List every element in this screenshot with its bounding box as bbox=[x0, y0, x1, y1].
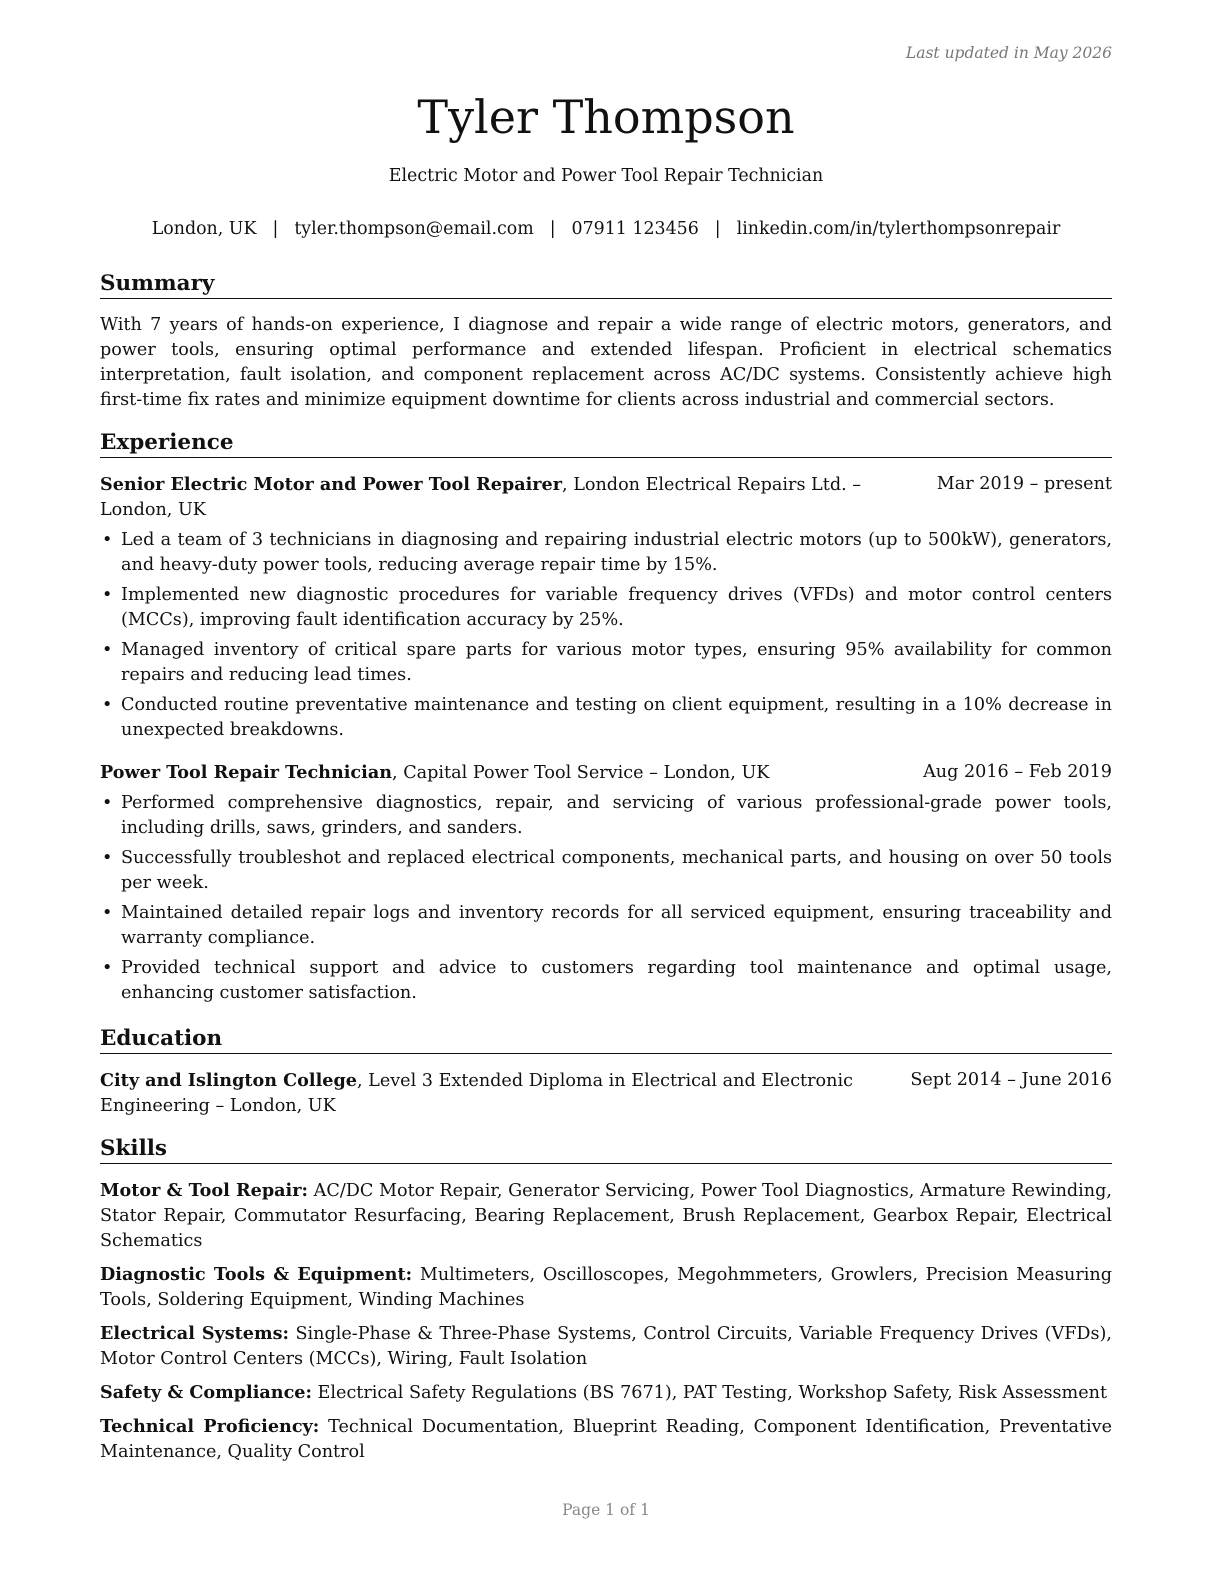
school-detail: , Level 3 Extended Diploma in Electrical and Electronic Engineering – London, UK bbox=[100, 1071, 853, 1116]
contact-email[interactable]: tyler.thompson@email.com bbox=[294, 219, 534, 239]
skill-group bbox=[100, 1178, 1112, 1254]
contact-separator: | bbox=[272, 219, 279, 239]
job-org: , Capital Power Tool Service – London, UK bbox=[392, 763, 770, 783]
skill-label: Diagnostic Tools & Equipment: bbox=[100, 1264, 413, 1285]
job-bullet: • Provided technical support and advice to customers regarding tool maintenance and optimal usage, enhancing customer satisfaction. bbox=[100, 956, 1112, 1006]
job-dates: Aug 2016 – Feb 2019 bbox=[923, 762, 1112, 782]
summary-text: With 7 years of hands-on experience, I diagnose and repair a wide range of electric motors, generators, and power tools, ensuring optimal performance and extended lifespan. Proficient in electrical schematics interpretation, fault isolation, and component replacement across AC/DC systems. Consistently achieve high first-time fix rates and minimize equipment downtime for clients across industrial and commercial sectors. bbox=[100, 315, 1112, 410]
job-bullet: • Maintained detailed repair logs and inventory records for all serviced equipment, ensuring traceability and warranty compliance. bbox=[100, 901, 1112, 951]
person-name: Tyler Thompson bbox=[417, 90, 795, 144]
skills-section bbox=[100, 1135, 1112, 1465]
job-bullet: • Implemented new diagnostic procedures for variable frequency drives (VFDs) and motor control centers (MCCs), improving fault identification accuracy by 25%. bbox=[100, 583, 1112, 633]
job-bullet: • Conducted routine preventative maintenance and testing on client equipment, resulting in a 10% decrease in unexpected breakdowns. bbox=[100, 693, 1112, 743]
education-entry bbox=[100, 1068, 1112, 1119]
contact-separator: | bbox=[549, 219, 556, 239]
job-entry bbox=[100, 760, 1112, 1006]
skill-text: Technical Documentation, Blueprint Reading, Component Identification, Preventative Maintenance, Quality Control bbox=[100, 1417, 1112, 1462]
skill-text: AC/DC Motor Repair, Generator Servicing, Power Tool Diagnostics, Armature Rewinding, Stator Repair, Commutator Resurfacing, Bearing Replacement, Brush Replacement, Gearbox Repair, Electrical Schematics bbox=[100, 1181, 1112, 1251]
skill-group bbox=[100, 1380, 1112, 1406]
job-role: Power Tool Repair Technician bbox=[100, 762, 393, 783]
skill-label: Technical Proficiency: bbox=[100, 1416, 320, 1437]
last-updated: Last updated in May 2026 bbox=[905, 44, 1112, 62]
job-bullet: • Led a team of 3 technicians in diagnosing and repairing industrial electric motors (up to 500kW), generators, and heavy-duty power tools, reducing average repair time by 15%. bbox=[100, 528, 1112, 578]
section-title-experience: Experience bbox=[100, 429, 1112, 458]
page-number: Page 1 of 1 bbox=[562, 1501, 650, 1519]
education-dates: Sept 2014 – June 2016 bbox=[910, 1070, 1112, 1090]
education-section bbox=[100, 1025, 1112, 1119]
skill-label: Safety & Compliance: bbox=[100, 1382, 312, 1403]
job-bullet: • Successfully troubleshot and replaced electrical components, mechanical parts, and housing on over 50 tools per week. bbox=[100, 846, 1112, 896]
job-role: Senior Electric Motor and Power Tool Repairer bbox=[100, 474, 563, 495]
contact-separator: | bbox=[714, 219, 721, 239]
job-entry bbox=[100, 472, 1112, 743]
job-headline: Electric Motor and Power Tool Repair Technician bbox=[388, 166, 824, 186]
section-title-skills: Skills bbox=[100, 1135, 1112, 1164]
contact-linkedin[interactable]: linkedin.com/in/tylerthompsonrepair bbox=[736, 219, 1061, 239]
skill-text: Single-Phase & Three-Phase Systems, Control Circuits, Variable Frequency Drives (VFDs), Motor Control Centers (MCCs), Wiring, Fault Isolation bbox=[100, 1324, 1113, 1369]
job-dates: Mar 2019 – present bbox=[936, 474, 1112, 494]
experience-section bbox=[100, 429, 1112, 1011]
skill-group bbox=[100, 1414, 1112, 1465]
section-title-education: Education bbox=[100, 1025, 1112, 1054]
job-org: , London Electrical Repairs Ltd. – London, UK bbox=[100, 475, 862, 520]
resume-page bbox=[100, 0, 1112, 1584]
skill-label: Electrical Systems: bbox=[100, 1323, 290, 1344]
contact-phone: 07911 123456 bbox=[571, 219, 699, 239]
summary-section bbox=[100, 270, 1112, 413]
skill-text: Multimeters, Oscilloscopes, Megohmmeters, Growlers, Precision Measuring Tools, Soldering Equipment, Winding Machines bbox=[100, 1265, 1113, 1310]
section-title-summary: Summary bbox=[100, 270, 1112, 299]
skill-label: Motor & Tool Repair: bbox=[100, 1180, 308, 1201]
contact-line bbox=[100, 219, 1112, 239]
skill-text: Electrical Safety Regulations (BS 7671), PAT Testing, Workshop Safety, Risk Assessment bbox=[311, 1383, 1108, 1403]
job-bullet: • Managed inventory of critical spare parts for various motor types, ensuring 95% availability for common repairs and reducing lead times. bbox=[100, 638, 1112, 688]
skill-group bbox=[100, 1321, 1112, 1372]
skill-group bbox=[100, 1262, 1112, 1313]
job-bullet: • Performed comprehensive diagnostics, repair, and servicing of various professional-grade power tools, including drills, saws, grinders, and sanders. bbox=[100, 791, 1112, 841]
school-name: City and Islington College bbox=[100, 1070, 357, 1091]
contact-location: London, UK bbox=[151, 219, 257, 239]
